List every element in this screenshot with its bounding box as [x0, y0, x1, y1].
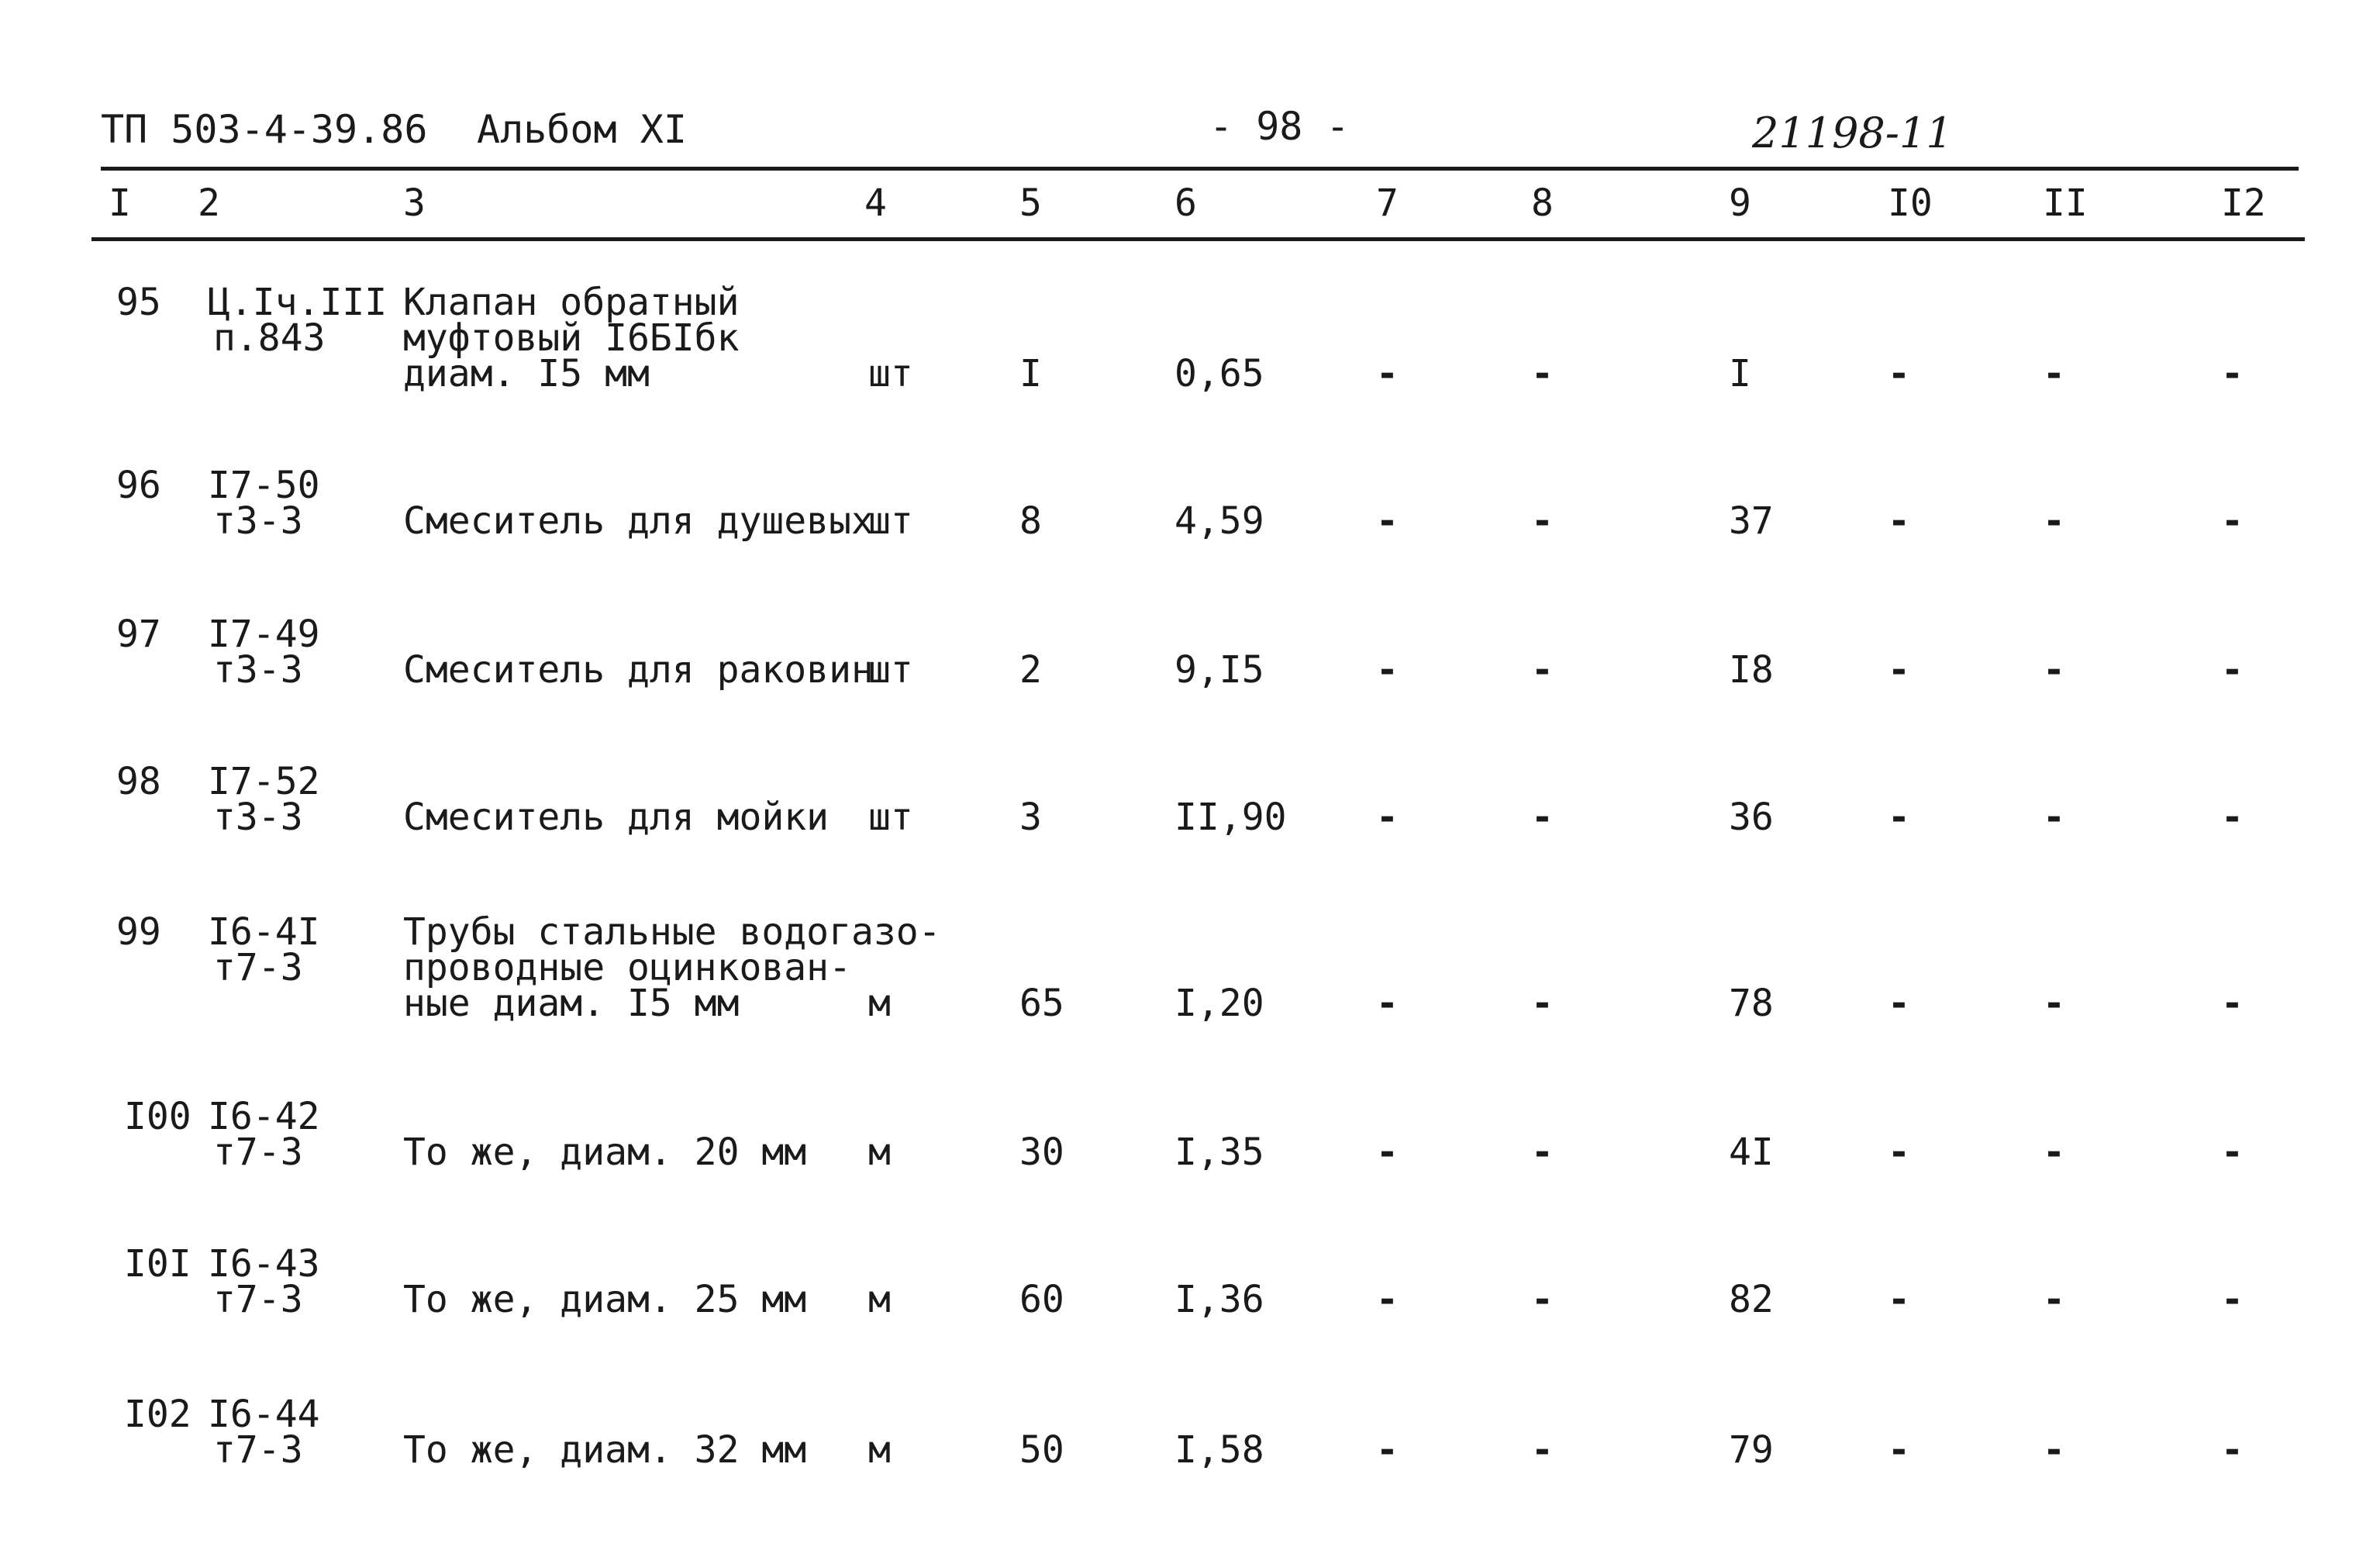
- row-col12: -: [2221, 648, 2244, 692]
- row-total: 36: [1729, 796, 1774, 839]
- column-number-2: 2: [198, 181, 220, 225]
- handwritten-document-number: 21198-11: [1752, 109, 1953, 157]
- column-number-3: 3: [403, 181, 426, 225]
- row-name-line: Смеситель для мойки: [403, 796, 830, 839]
- row-name-line: Трубы стальные водогазо-: [403, 910, 941, 954]
- row-col7: -: [1376, 1428, 1399, 1472]
- row-col7: -: [1376, 648, 1399, 692]
- row-name-line: ные диам. I5 мм: [403, 982, 740, 1025]
- row-col8: -: [1531, 982, 1554, 1025]
- row-number: I02: [124, 1393, 191, 1436]
- row-col8: -: [1531, 796, 1554, 839]
- row-total: 4I: [1729, 1131, 1774, 1174]
- row-unit-price: I,35: [1174, 1131, 1264, 1174]
- row-quantity: I: [1019, 352, 1042, 395]
- header-rule-bottom: [91, 237, 2305, 241]
- row-code-line: т7-3: [213, 946, 303, 989]
- row-total: 82: [1729, 1278, 1774, 1321]
- column-number-1: I: [109, 181, 131, 225]
- column-number-12: I2: [2221, 181, 2266, 225]
- row-code-line: I6-4I: [208, 910, 320, 954]
- row-unit-price: 9,I5: [1174, 648, 1264, 692]
- row-col8: -: [1531, 1131, 1554, 1174]
- row-name-line: Смеситель для раковин: [403, 648, 874, 692]
- row-unit-price: I,58: [1174, 1428, 1264, 1472]
- row-col8: -: [1531, 1278, 1554, 1321]
- row-number: 95: [116, 281, 161, 324]
- row-col7: -: [1376, 499, 1399, 543]
- album-label: Альбом XI: [477, 107, 687, 152]
- row-unit: шт: [868, 648, 913, 692]
- column-number-10: I0: [1888, 181, 1933, 225]
- row-unit-price: I,36: [1174, 1278, 1264, 1321]
- row-col12: -: [2221, 796, 2244, 839]
- row-code-line: т3-3: [213, 796, 303, 839]
- column-number-9: 9: [1729, 181, 1751, 225]
- row-name-line: муфтовый I6БIбк: [403, 316, 740, 360]
- row-code-line: I7-49: [208, 613, 320, 656]
- row-col10: -: [1888, 1278, 1910, 1321]
- row-col7: -: [1376, 1131, 1399, 1174]
- row-col10: -: [1888, 796, 1910, 839]
- row-col11: -: [2043, 1278, 2065, 1321]
- row-col11: -: [2043, 648, 2065, 692]
- page-number: - 98 -: [1209, 104, 1350, 149]
- row-unit: шт: [868, 352, 913, 395]
- row-unit-price: I,20: [1174, 982, 1264, 1025]
- row-quantity: 8: [1019, 499, 1042, 543]
- row-unit-price: 0,65: [1174, 352, 1264, 395]
- document-code: ТП 503-4-39.86: [101, 107, 428, 152]
- row-col10: -: [1888, 648, 1910, 692]
- row-col12: -: [2221, 352, 2244, 395]
- row-unit-price: II,90: [1174, 796, 1287, 839]
- row-col11: -: [2043, 1428, 2065, 1472]
- row-unit: м: [868, 1278, 891, 1321]
- row-col10: -: [1888, 352, 1910, 395]
- row-col8: -: [1531, 648, 1554, 692]
- row-code-line: I6-42: [208, 1095, 320, 1138]
- row-total: 79: [1729, 1428, 1774, 1472]
- row-quantity: 2: [1019, 648, 1042, 692]
- row-code-line: т3-3: [213, 648, 303, 692]
- row-code-line: I6-44: [208, 1393, 320, 1436]
- column-number-4: 4: [864, 181, 887, 225]
- row-col12: -: [2221, 499, 2244, 543]
- row-quantity: 30: [1019, 1131, 1064, 1174]
- row-col10: -: [1888, 982, 1910, 1025]
- row-code-line: п.843: [213, 316, 326, 360]
- row-unit: м: [868, 1131, 891, 1174]
- column-number-5: 5: [1019, 181, 1042, 225]
- row-col7: -: [1376, 1278, 1399, 1321]
- row-code-line: т7-3: [213, 1428, 303, 1472]
- header-rule-top: [101, 167, 2299, 171]
- column-number-11: II: [2043, 181, 2088, 225]
- row-number: 99: [116, 910, 161, 954]
- row-name-line: То же, диам. 25 мм: [403, 1278, 807, 1321]
- row-col8: -: [1531, 1428, 1554, 1472]
- row-quantity: 65: [1019, 982, 1064, 1025]
- row-col11: -: [2043, 1131, 2065, 1174]
- row-col11: -: [2043, 982, 2065, 1025]
- row-total: I8: [1729, 648, 1774, 692]
- row-col12: -: [2221, 1278, 2244, 1321]
- row-col7: -: [1376, 796, 1399, 839]
- row-code-line: I6-43: [208, 1242, 320, 1286]
- row-col10: -: [1888, 499, 1910, 543]
- row-col11: -: [2043, 796, 2065, 839]
- row-name-line: Смеситель для душевых: [403, 499, 874, 543]
- row-number: I0I: [124, 1242, 191, 1286]
- row-number: 96: [116, 464, 161, 507]
- row-total: 78: [1729, 982, 1774, 1025]
- row-name-line: проводные оцинкован-: [403, 946, 851, 989]
- row-unit-price: 4,59: [1174, 499, 1264, 543]
- row-name-line: Клапан обратный: [403, 281, 740, 324]
- row-col12: -: [2221, 1428, 2244, 1472]
- row-quantity: 60: [1019, 1278, 1064, 1321]
- row-col10: -: [1888, 1428, 1910, 1472]
- row-total: 37: [1729, 499, 1774, 543]
- row-code-line: т7-3: [213, 1131, 303, 1174]
- row-quantity: 3: [1019, 796, 1042, 839]
- row-code-line: Ц.Iч.III: [208, 281, 388, 324]
- row-col7: -: [1376, 982, 1399, 1025]
- row-quantity: 50: [1019, 1428, 1064, 1472]
- column-number-7: 7: [1376, 181, 1399, 225]
- row-col8: -: [1531, 499, 1554, 543]
- row-name-line: То же, диам. 32 мм: [403, 1428, 807, 1472]
- row-number: I00: [124, 1095, 191, 1138]
- row-number: 98: [116, 760, 161, 803]
- column-number-8: 8: [1531, 181, 1554, 225]
- row-unit: шт: [868, 499, 913, 543]
- row-unit: м: [868, 1428, 891, 1472]
- row-unit: м: [868, 982, 891, 1025]
- row-col11: -: [2043, 499, 2065, 543]
- row-col7: -: [1376, 352, 1399, 395]
- row-number: 97: [116, 613, 161, 656]
- row-code-line: т7-3: [213, 1278, 303, 1321]
- row-col12: -: [2221, 982, 2244, 1025]
- row-col11: -: [2043, 352, 2065, 395]
- row-name-line: диам. I5 мм: [403, 352, 650, 395]
- column-number-6: 6: [1174, 181, 1197, 225]
- row-name-line: То же, диам. 20 мм: [403, 1131, 807, 1174]
- row-total: I: [1729, 352, 1751, 395]
- row-code-line: т3-3: [213, 499, 303, 543]
- row-code-line: I7-52: [208, 760, 320, 803]
- row-code-line: I7-50: [208, 464, 320, 507]
- row-col10: -: [1888, 1131, 1910, 1174]
- row-unit: шт: [868, 796, 913, 839]
- row-col8: -: [1531, 352, 1554, 395]
- row-col12: -: [2221, 1131, 2244, 1174]
